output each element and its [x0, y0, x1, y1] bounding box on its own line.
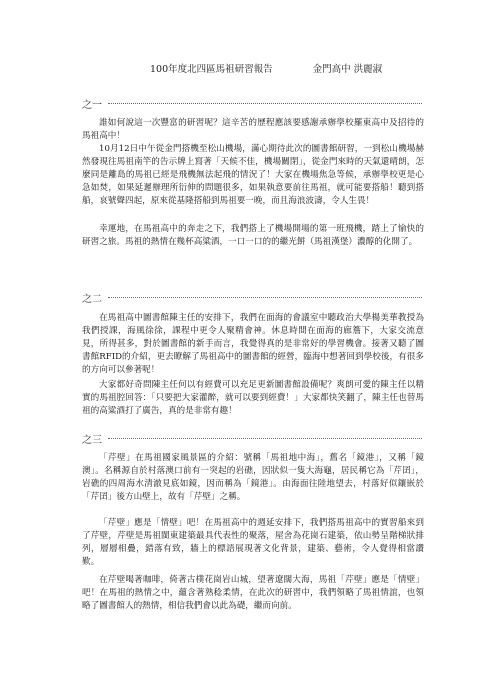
paragraph: 在馬祖高中圖書館陳主任的安排下，我們在面海的會議室中聽政治大學楊美華教授為我們授課，海風徐徐，課程中更令人聚精會神。休息時間在面海的廊簷下，大家交流意見，所得甚多，對於圖書館的新手而言，我覺得真的是非常好的學習機會。接著又聽了圖書館RFID的介紹，更去瞭解了馬祖高中的圖書館的經營，臨海中想著回到學校後，有很多的方向可以參著呢！: [82, 313, 424, 376]
section-heading: 之三: [82, 431, 422, 446]
section-heading: 之一: [82, 96, 422, 111]
paragraph: 「芹壁」應是「情壁」吧！在馬祖高中的週延安排下，我們搭馬祖高中的實習船來到了芹壁，芹壁是馬祖閩東建築最具代表性的聚落，屋舍為花崗石建築，依山勢呈階梯狀排列，層層相疊，錯落有致，牆上的標語展現著文化背景，建築、藝術，令人覺得相當讚歎。: [82, 518, 424, 568]
paragraph: 在芹壁喝著咖啡，倚著古樸花崗岩山城，望著遼闊大海，馬祖「芹壁」應是「情壁」吧！在馬祖的熱情之中，蘊含著熟稔柔情，在此次的研習中，我們領略了馬祖情誼，也領略了圖書館人的熱情，相信我們會以此為礎，繼而向前。: [82, 575, 424, 612]
paragraph: 大家都好奇問陳主任何以有經費可以充足更新圖書館設備呢？爽朗可愛的陳主任以精實的馬祖腔回答：「只要把大家灌醉，就可以要到經費！」大家都快笑翻了，陳主任也替馬祖的高粱酒打了廣告，真的是非常有趣！: [82, 380, 424, 417]
report-title: 100年度北四區馬祖研習報告: [150, 64, 273, 75]
paragraph: 幸運地，在馬祖高中的奔走之下，我們搭上了機場開場的第一班飛機，踏上了愉快的研習之旅。馬祖的熱情在幾杯高粱酒，一口一口的的繼光餅（馬祖漢堡）濃醇的化開了。: [82, 224, 424, 248]
paragraph: 誰如何說這一次豐富的研習呢？這辛苦的歷程應該要感謝承辦學校羅東高中及招待的馬祖高中！: [82, 118, 424, 142]
section-heading: 之二: [82, 290, 422, 305]
paragraph: 「芹壁」在馬祖國家風景區的介紹：號稱「馬祖地中海」，舊名「鏡港」，又稱「鏡澳」。名稱源自於村落澳口前有一突起的岩礁，因狀似一隻大海龜，居民稱它為「芹囝」，岩礁的四周海水清澈見底如鏡，因而稱為「鏡港」。由海面往陸地望去，村落好似鑲嵌於「芹囝」後方山壁上，故有「芹壁」之稱。: [82, 453, 424, 503]
paragraph: 10月12日中午從金門搭機至松山機場，滿心期待此次的圖書館研習，一到松山機場赫然發現往馬祖南竿的告示牌上寫著「天候不佳，機場關閉」，從金門來時的天氣還晴朗，怎麼同是離島的馬祖已經是飛機無法起飛的情況了！大家在機場焦急等候，承辦學校更是心急如焚，如果延遲辦理所衍伸的問題很多，如果執意要前往馬祖，就可能要搭船！聽到搭船，哀號聲四起，原來從基隆搭船到馬祖要一晚，而且海浪波濤，令人生畏！: [82, 144, 424, 207]
report-title-line: [150, 61, 450, 75]
report-author: 金門高中 洪麗淑: [312, 64, 383, 75]
